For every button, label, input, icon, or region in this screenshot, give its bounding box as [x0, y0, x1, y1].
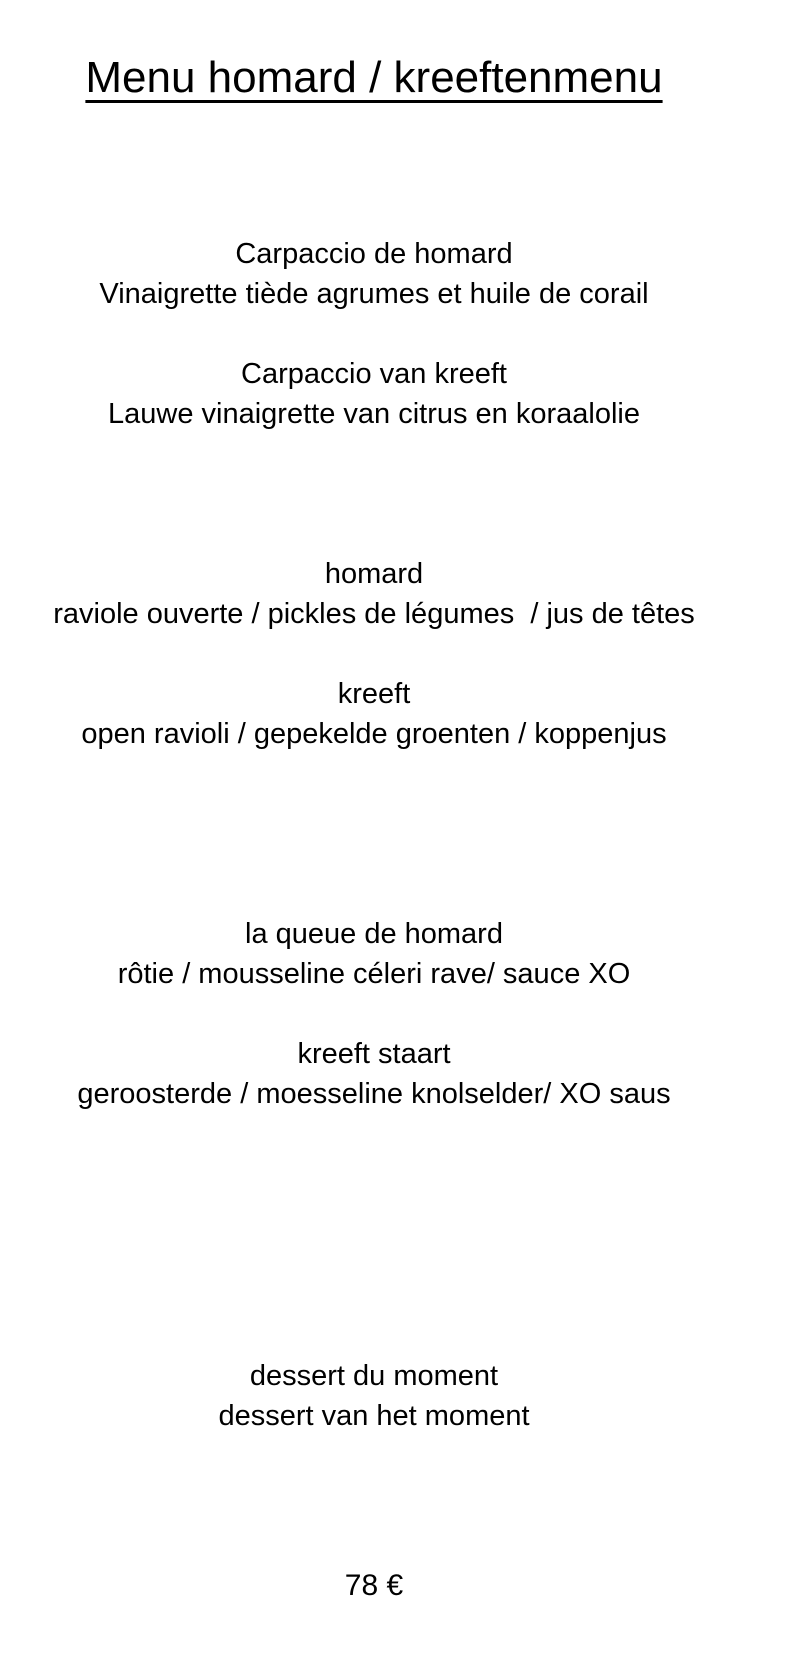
course-queue-de-homard-french [0, 914, 748, 994]
course-carpaccio-name-nl: Carpaccio van kreeft [241, 358, 507, 390]
course-dessert-name-nl: dessert van het moment [218, 1400, 530, 1432]
course-dessert-french [0, 1356, 748, 1396]
course-queue-de-homard-desc-fr: rôtie / mousseline céleri rave/ sauce XO [117, 958, 631, 990]
course-homard-raviole-name-nl: kreeft [337, 678, 411, 710]
course-carpaccio-name-fr: Carpaccio de homard [235, 238, 513, 270]
menu-title: Menu homard / kreeftenmenu [85, 53, 663, 102]
course-carpaccio-french [0, 234, 748, 314]
course-homard-raviole-desc-nl: open ravioli / gepekelde groenten / koppenjus [81, 718, 667, 750]
course-homard-raviole-dutch [0, 674, 748, 754]
course-queue-de-homard-name-nl: kreeft staart [297, 1038, 451, 1070]
course-dessert-name-fr: dessert du moment [249, 1360, 499, 1392]
course-homard-raviole-desc-fr: raviole ouverte / pickles de légumes / jus de têtes [53, 598, 695, 630]
course-carpaccio [0, 234, 748, 434]
course-dessert [0, 1356, 748, 1436]
course-queue-de-homard-dutch [0, 1034, 748, 1114]
course-carpaccio-desc-fr: Vinaigrette tiède agrumes et huile de corail [99, 278, 649, 310]
menu-price: 78 € [344, 1569, 404, 1602]
course-queue-de-homard-name-fr: la queue de homard [245, 918, 503, 950]
course-carpaccio-dutch [0, 354, 748, 434]
course-queue-de-homard-desc-nl: geroosterde / moesseline knolselder/ XO saus [77, 1078, 671, 1110]
course-homard-raviole [0, 554, 748, 754]
course-queue-de-homard [0, 914, 748, 1114]
course-homard-raviole-name-fr: homard [324, 558, 424, 590]
course-homard-raviole-french [0, 554, 748, 634]
course-carpaccio-desc-nl: Lauwe vinaigrette van citrus en koraalolie [108, 398, 640, 430]
course-dessert-dutch [0, 1396, 748, 1436]
